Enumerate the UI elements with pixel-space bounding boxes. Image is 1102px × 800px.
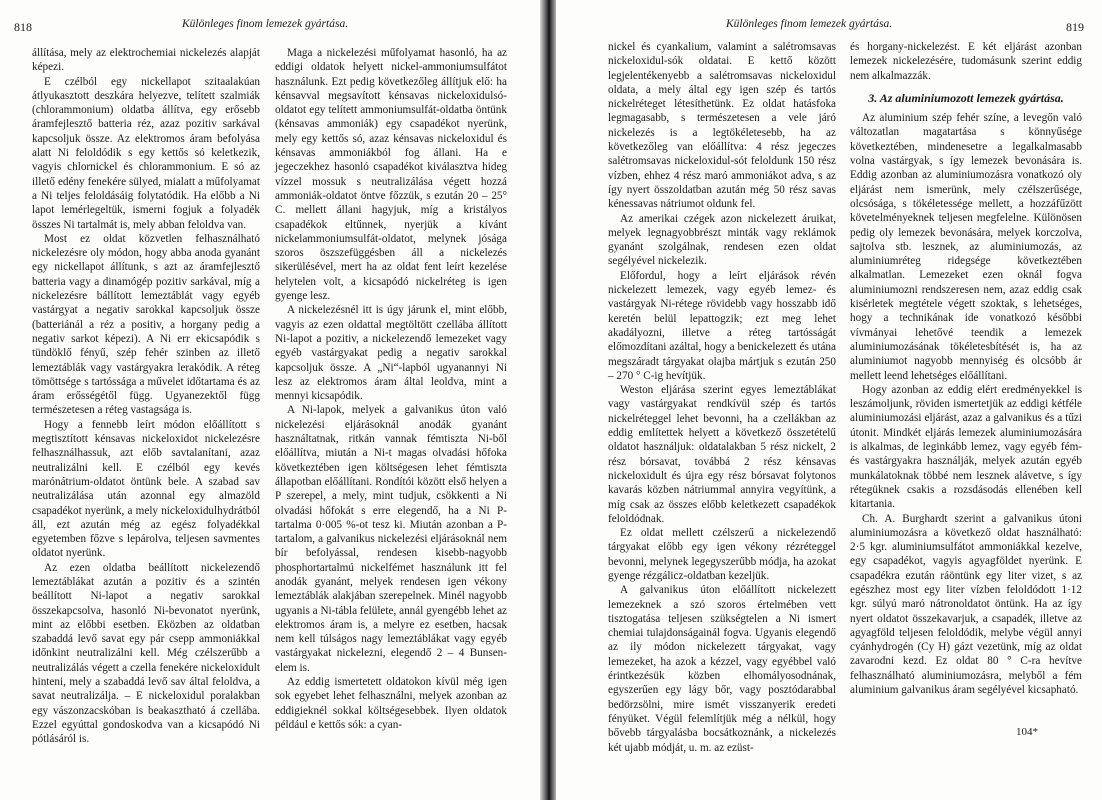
page-number-right: 819	[1066, 20, 1084, 34]
paragraph: A galvanikus úton előállított nickelezett lemezeknek a szó szoros értelmében vett tisztogatása teljesen szükségtelen a Ni ismert chemiai tulajdonságainál fogva. Ugyanis elegendő az ily módon nickelezett tárgyakat, vagy lemezeket, ha azok a kézzel, vagy egyébbel való érintkezésük közben elhomályosodnának, egyszerűen egy lágy bőr, vagy posztódarabbal bedörzsölni, mire ismét visszanyerik eredeti fényüket. Végül felemlítjük még a nélkül, hogy bővebb tárgyalásba bocsátkoznánk, a nickelezés két ujabb módját, u. m. az ezüst-	[608, 584, 836, 754]
paragraph: Hogy azonban az eddig elért eredményekkel is leszámoljunk, röviden ismertetjük az eddigi kétféle aluminiumozási eljárást, azaz a galvanikus és a tűzi útonit. Mindkét eljárás lemezek aluminiumozására is alkalmas, de leginkább lemez, vagy egyéb fém- és vastárgyakra használják, melyek azután egyéb munkálatoknak többé nem lesznek alávetve, s így rétegüknek csakis a rozsdásodás ellenében kell kitartania.	[850, 383, 1082, 511]
paragraph: Az ezen oldatba beállított nickelezendő lemeztáblákat azután a pozitiv és a szintén beállított Ni-lapot a negativ sarokkal összekapcsolva, hasonló Ni-bevonatot nyerünk, mint az előbbi esetben. Eközben az oldatban szabaddá levő savat egy pár csepp ammoniákkal időnkint neutralizálni kell. Még czélszerűbb a neutralizálás végett a czella fenekére nickeloxidult hinteni, mely a szabaddá levő sav által feloldva, a savat neutralizálja. – E nickeloxidul poralakban egy vászonzacskóban is beakasztható á czellába. Ezzel egyúttal gondoskodva van a kicsapódó Ni pótlásáról is.	[32, 561, 260, 746]
right-page	[556, 0, 1102, 800]
paragraph: Most ez oldat közvetlen felhasználható nickelezésre oly módon, hogy abba anoda gyanánt egy nickellapot állítunk, s azt az áramfejlesztő batteria vagy a dinamógép pozitiv sarkával, míg a nickelezésre bállított lemeztáblát vagy egyéb vastárgyat a negativ sarokkal kapcsoljuk össze (batteriánál a réz a positiv, a horgany pedig a negativ sarkot képezi). A Ni err ekicsapódik s tündöklő fényű, szép fehér szinben az illető lemeztáblák vagy vastárgyakra lerakódik. A réteg tömöttsége s tartóssága a művelet időtartama és az áram erősségétől függ. Ugyanezektől függ természetesen a réteg vastagsága is.	[32, 232, 260, 417]
running-head-left: Különleges finom lemezek gyártása.	[182, 18, 349, 30]
paragraph: Weston eljárása szerint egyes lemeztáblákat vagy vastárgyakat rendkívül szép és tartós nickelréteggel lehet bevonni, ha a czellákban az eddig említettek helyett a következő összetételű oldatot használjuk: oldatalakban 5 rész nickelt, 2 rész bórsavat, továbbá 2 rész kénsavas nickeloxidult és újra egy rész bórsavat folytonos kavarás közben nátriummal annyira vegyítünk, a míg csak az összes előbb keletkezett csapadékok feloldódnak.	[608, 384, 836, 525]
left-page	[0, 0, 548, 800]
paragraph: Az eddig ismertetett oldatokon kívül még igen sok egyebet lehet felhasználni, melyek azonban az eddigieknél sokkal költségesebbek. Ilyen oldatok például e kettős sók: a cyan-	[275, 676, 507, 731]
signature-mark: 104*	[1016, 726, 1038, 738]
paragraph: Ch. A. Burghardt szerint a galvanikus útoni aluminiumozásra a következő oldat használható: 2·5 kgr. aluminiumsulfátot ammoniákkal kezelve, egy csapadékot, vagyis agyagföldet nyerünk. E csapadékra ezután ráöntünk egy liter vizet, s az egészhez most egy liter vízben feloldódott 1·12 kgr. súlyú maró nátronoldatot öntünk. Ha az így nyert oldatot összekavarjuk, a csapadék, illetve az agyagföld teljesen feloldódik, melybe végül annyi cyánhydrogén (Cy H) gázt vezetünk, míg az oldat zavarodni kezd. Ez oldat 80 ° C-ra hevítve felhasználható aluminiumozásra, melyből a fém aluminium galvanikus áram segélyével kicsapható.	[850, 512, 1082, 697]
running-head-right: Különleges finom lemezek gyártása.	[726, 18, 893, 30]
right-page-column-1	[608, 40, 836, 755]
left-page-column-2	[275, 46, 507, 732]
paragraph: Az aluminium szép fehér színe, a levegőn való változatlan magatartása s könnyűsége következtében, mindenesetre a legalkalmasabb volna vastárgyak, s így lemezek bevonására is. Eddig azonban az aluminiumozásra vonatkozó oly eljárást nem ismerünk, mely czélszerűsége, olcsósága, s tökéletessége mellett, a hozzáfűzött követelményeknek teljesen megfelelne. Különösen pedig oly lemezek bevonására, melyek korczolva, sajtolva stb. lesznek, az aluminiumozás, az aluminiumréteg ridegsége következtében alkalmatlan. Lemezeket ezen oknál fogva aluminiumozni rendszeresen nem, azaz eddig csak kisérletek megtétele végett szoktak, s lehetséges, hogy a technikának ide vonatkozó későbbi vívmányai lehetővé teendik a lemezek aluminiumozásának tökéletesbítését is, ha az aluminiumot nagyobb mennyiség és olcsóbb ár mellett leend lehetséges előállítani.	[850, 112, 1082, 382]
right-page-column-2	[850, 40, 1082, 697]
paragraph: Ez oldat mellett czélszerű a nickelezendő tárgyakat előbb egy igen vékony rézréteggel bevonni, melynek legegyszerűbb módja, ha azokat gyenge rézgálicz-oldatban kezeljük.	[608, 527, 836, 582]
section-heading: 3. Az aluminiumozott lemezek gyártása.	[868, 90, 1064, 105]
paragraph: Az amerikai czégek azon nickelezett áruikat, melyek legnagyobbrészt minták vagy reklámok gyanánt szolgálnak, rendesen ezen oldat segélyével nickelezik.	[608, 212, 836, 268]
paragraph: és horgany-nickelezést. E két eljárást azonban lemezek nickelezésére, tudomásunk szerint eddig nem alkalmazzák.	[850, 41, 1082, 82]
paragraph: Maga a nickelezési műfolyamat hasonló, ha az eddigi oldatok helyett nickel-ammoniumsulfátot használunk. Ezt pedig következőleg állítjuk elő: ha kénsavval megsavított kénsavas nickeloxidulsó-oldatot egy telített ammoniumsulfát-oldatba öntünk (kénsavas ammoniák) egy csapadékot nyerünk, mely egy kettős só, azaz kénsavas nickeloxidul és kénsavas ammoniákból fog állani. Ha e jegeczekhez hasonló csapadékot kiválasztva hideg vízzel mossuk s neutralizálása végett hozzá ammoniák-oldatot öntve főzzük, s ezután 20 – 25° C. mellett állani hagyjuk, míg a kristályos csapadékok eltűnnek, nyerjük a kívánt nickelammoniumsulfát-oldatot, melynek jósága szoros öszszefüggésben áll a nickelezés sikerülésével, mert ha az oldat fent leírt kezelése helytelen volt, a kicsapódó nickelréteg is igen gyenge lesz.	[275, 47, 507, 303]
paragraph: nickel és cyankalium, valamint a salétromsavas nickeloxidul-sók oldatai. E kettő között legjelentékenyebb a salétromsavas nickeloxidul oldata, a mely által egy igen szép és tartós nickelréteget létesíthetünk. Ez oldat hatásfoka legmagasabb, s természetesen a vele járó nickelezés is a legtökéletesebb, ha az következőleg van előállítva: 4 rész jegeczes salétromsavas nickeloxidul-sót feloldunk 150 rész vízben, ehhez 4 rész maró ammoniákot adva, s az így nyert összoldatban azután még 50 rész savas kénessavas nátriumot oldunk fel.	[608, 41, 836, 211]
page-number-left: 818	[14, 20, 32, 34]
left-page-column-1	[32, 46, 260, 747]
paragraph: A Ni-lapok, melyek a galvanikus úton való nickelezési eljárásoknál anodák gyanánt használtatnak, ritkán vannak fémtiszta Ni-ből előállítva, miután a Ni-t magas olvadási hőfoka következtében igen költségesen lehet fémtiszta állapotban előállítani. Rondítói között első helyen a P szerepel, a mely, mint tudjuk, csökkenti a Ni olvadási hőfokát s erre elegendő, ha a Ni P-tartalma 0·005 %-ot tesz ki. Miután azonban a P-tartalom, a galvanikus nickelezési eljárásoknál nem bír befolyással, rendesen kisebb-nagyobb phosphortartalmú nickelfémet használunk itt fel anodák gyanánt, melyek rendesen igen vékony lemeztáblák alakjában szerepelnek. Minél nagyobb ugyanis a Ni-tábla felülete, annál gyengébb lehet az elektromos áram is, a melyre ez esetben, hacsak nem kell túlságos nagy lemeztáblákat vagy egyéb vastárgyakat nickelezni, elegendő 2 – 4 Bunsen-elem is.	[275, 404, 507, 674]
paragraph: Előfordul, hogy a leírt eljárások révén nickelezett lemezek, vagy egyéb lemez- és vastárgyak Ni-rétege rövidebb vagy hosszabb idő keretén belül lepattogzik; ezt meg lehet akadályozni, illetve a réteg tartósságát előmozdítani azáltal, hogy a benickelezett és utána megszáradt tárgyakat olajba mártjuk s ezután 250 – 270 ° C-ig hevítjük.	[608, 269, 836, 382]
paragraph: állítása, mely az elektrochemiai nickelezés alapját képezi.	[32, 47, 260, 74]
paragraph: E czélból egy nickellapot szitaalakúan átlyukasztott deszkára helyezve, telített szalmiák (chlorammonium) oldatba állítva, egy erősebb áramfejlesztő batteria réz, azaz pozitiv sarkával kapcsoljuk össze. Az elektromos áram befolyása alatt Ni feloldódik s egy kettős só keletkezik, vagyis chlornickel és chlorammonium. E só az illető edény fenekére sülyed, mialatt a műfolyamat a Ni teljes feloldásáig folytatódik. Ha előbb a Ni lapot lemérlegeltük, ismerni fogjuk a folyadék összes Ni tartalmát is, mely abban feloldva van.	[32, 75, 260, 231]
paragraph: Hogy a fennebb leírt módon előállított s megtisztított kénsavas nickeloxidot nickelezésre felhasználhassuk, azt előb savtalanítani, azaz neutralizálni kell. E czélból egy kevés marónátrium-oldatot öntünk bele. A szabad sav neutralizálása után azonnal egy almazöld csapadékot nyerünk, a mely nickeloxidulhydrátból áll, ezt azután még az egész folyadékkal egyetemben főzve s lepárolva, teljesen savmentes oldatot nyerünk.	[32, 418, 260, 560]
paragraph: A nickelezésnél itt is úgy járunk el, mint előbb, vagyis az ezen oldattal megtöltött czellába állított Ni-lapot a pozitiv, a nickelezendő lemezeket vagy egyéb vastárgyakat pedig a negativ sarokkal kapcsoljuk össze. A „Ni“-lapból ugyanannyi Ni lesz az elektromos áram által leoldva, mint a mennyi kicsapódik.	[275, 304, 507, 403]
